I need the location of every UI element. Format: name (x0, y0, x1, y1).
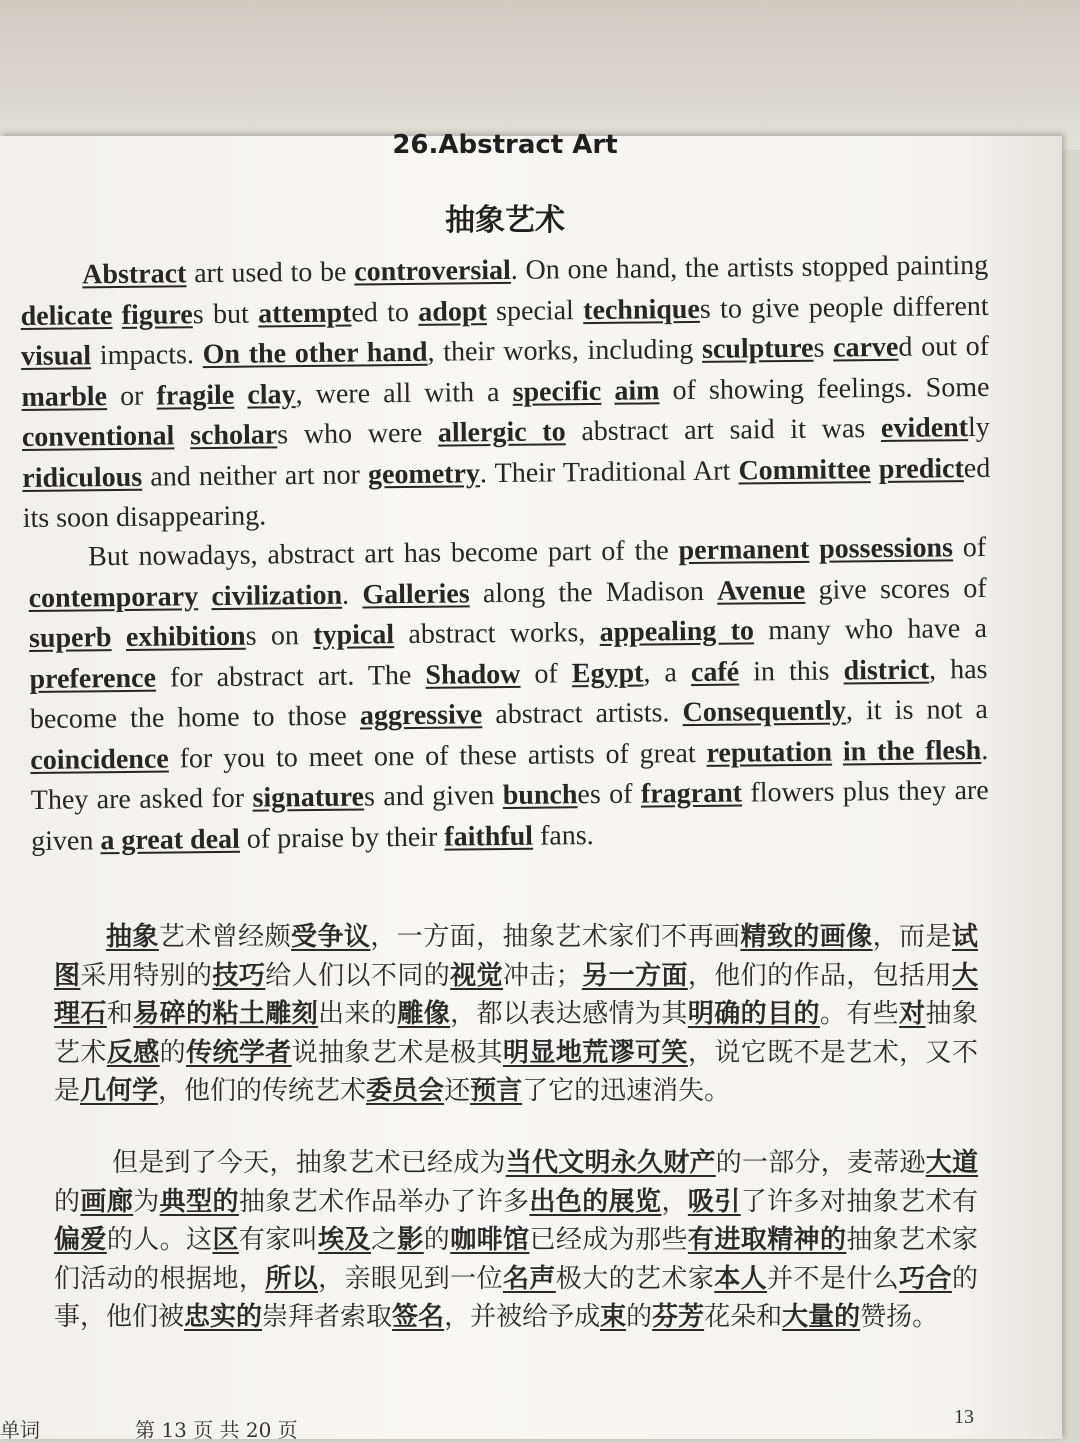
vocabulary-term: Egypt (571, 657, 644, 689)
vocabulary-term: a great deal (100, 823, 240, 856)
vocabulary-term: predict (878, 452, 964, 485)
vocabulary-term: bunch (502, 779, 578, 812)
text-segment: 的 (626, 1302, 653, 1332)
text-segment: , a (643, 656, 692, 689)
vocabulary-term: delicate (20, 299, 113, 332)
text-segment: ，而是 (872, 922, 952, 952)
vocabulary-term: visual (20, 340, 92, 372)
vocabulary-term: 典型的 (159, 1186, 239, 1217)
vocabulary-term: civilization (211, 579, 343, 612)
text-segment: impacts. (90, 339, 203, 372)
text-segment (234, 379, 247, 410)
vocabulary-term: 咖啡馆 (450, 1225, 530, 1255)
text-segment: 并不是什么 (767, 1263, 900, 1294)
text-segment: of showing feelings. Some (659, 371, 990, 406)
vocabulary-term: clay (247, 378, 296, 411)
text-segment: But nowadays, abstract art has become part of the (88, 535, 679, 573)
text-segment: of (520, 657, 572, 690)
vocabulary-term: figure (121, 298, 193, 331)
vocabulary-term: conventional (21, 420, 175, 453)
vocabulary-term: café (690, 656, 740, 688)
vocabulary-term: contemporary (28, 580, 199, 614)
text-segment (809, 534, 819, 565)
text-segment: for you to meet one of these artists of great (168, 737, 707, 775)
watermark (414, 1404, 664, 1428)
vocabulary-term: 对 (899, 999, 926, 1029)
text-segment: 抽象艺术 (54, 999, 978, 1068)
vocabulary-term: 易碎的粘土雕刻 (133, 999, 319, 1029)
text-segment: 的 (423, 1225, 451, 1255)
vocabulary-term: coincidence (30, 743, 169, 776)
vocabulary-term: specific (512, 375, 602, 408)
text-segment: 的 (159, 1037, 187, 1068)
text-segment: 说抽象艺术是极其 (291, 1037, 503, 1068)
vocabulary-term: 大量的 (782, 1302, 861, 1332)
text-segment (111, 622, 126, 653)
vocabulary-term: 雕像 (397, 999, 451, 1029)
text-segment: along the Madison (469, 575, 718, 609)
vocabulary-term: scholar (189, 419, 278, 452)
vocabulary-term: carve (832, 331, 899, 364)
text-segment: ，都以表达感情为其 (450, 999, 688, 1029)
text-segment: flowers plus they are given (31, 774, 989, 857)
text-segment: 的人。这 (106, 1225, 213, 1255)
vocabulary-term: fragrant (640, 777, 743, 810)
text-segment (832, 736, 843, 767)
vocabulary-term: 明确的目的 (687, 999, 820, 1029)
vocabulary-term: 芬芳 (652, 1302, 705, 1332)
vocabulary-term: exhibition (125, 620, 246, 653)
vocabulary-term: 受争议 (291, 922, 371, 952)
vocabulary-term: 名声 (502, 1263, 556, 1294)
text-segment: special (486, 294, 584, 327)
text-segment (174, 420, 190, 451)
vocabulary-term: signature (252, 781, 365, 814)
vocabulary-term: sculpture (701, 332, 814, 365)
text-segment: art used to be (186, 256, 355, 290)
text-segment: s on (245, 620, 314, 652)
text-segment: 花朵和 (704, 1302, 783, 1332)
vocabulary-term: 束 (600, 1302, 627, 1332)
text-segment: . (341, 579, 363, 611)
vocabulary-term: 抽象 (106, 922, 159, 952)
vocabulary-term: 委员会 (366, 1076, 445, 1106)
vocabulary-term: 巧合 (899, 1263, 952, 1294)
text-segment: . They are asked for (30, 734, 989, 816)
background-page (0, 0, 1080, 150)
text-segment: 为 (133, 1186, 160, 1217)
vocabulary-term: 埃及 (318, 1225, 371, 1255)
text-segment: ，他们的作品，包括用 (687, 960, 952, 991)
vocabulary-term: 所以 (265, 1263, 319, 1294)
vocabulary-term: 精致的画像 (740, 922, 873, 952)
vocabulary-term: allergic to (437, 416, 566, 449)
vocabulary-term: possessions (818, 532, 954, 565)
text-segment: 抽象艺术作品举办了许多 (238, 1186, 530, 1217)
text-segment: 艺术曾经颇 (158, 922, 292, 952)
text-segment: 的 (54, 1186, 81, 1217)
vocabulary-term: in the flesh (842, 734, 982, 767)
text-segment: ，说它既不是艺术，又不是 (54, 1037, 978, 1106)
footer-page-info: 第 13 页 共 20 页 (135, 1418, 298, 1442)
vocabulary-term: faithful (444, 820, 534, 853)
text-segment: d out of (898, 330, 990, 363)
vocabulary-term: 另一方面 (581, 960, 688, 991)
text-segment: s who were (277, 417, 439, 451)
text-segment: s (813, 332, 834, 364)
text-segment: 采用特别的 (80, 960, 213, 991)
vocabulary-term: superb (28, 622, 112, 654)
text-segment: of (952, 531, 987, 564)
vocabulary-term: 传统学者 (186, 1037, 292, 1068)
vocabulary-term: attempt (257, 297, 352, 330)
vocabulary-term: 出色的展览 (529, 1186, 662, 1217)
vocabulary-term: 区 (212, 1225, 239, 1255)
text-segment: ，一方面，抽象艺术家们不再画 (370, 922, 741, 952)
vocabulary-term: Avenue (716, 574, 806, 607)
english-paragraph-2 (28, 528, 989, 862)
vocabulary-term: preference (29, 662, 157, 695)
english-paragraph-1 (20, 246, 991, 540)
vocabulary-term: evident (880, 412, 969, 444)
vocabulary-term: 本人 (714, 1263, 768, 1294)
vocabulary-term: reputation (706, 736, 833, 769)
text-segment: 赞扬。 (860, 1302, 939, 1332)
vocabulary-term: typical (313, 619, 395, 652)
vocabulary-term: ridiculous (22, 461, 143, 494)
vocabulary-term: 签名 (392, 1302, 445, 1332)
text-segment: , it is not a (845, 693, 989, 727)
vocabulary-term: 试图 (54, 922, 978, 991)
text-segment: 了它的迅速消失。 (522, 1076, 731, 1106)
text-segment (601, 375, 614, 406)
vocabulary-term: geometry (367, 457, 481, 490)
text-segment: , has become the home to those (29, 653, 988, 735)
text-segment: give scores of (805, 572, 987, 606)
vocabulary-term: Abstract (82, 258, 187, 291)
text-segment: 有家叫 (238, 1225, 319, 1255)
text-segment: s but (192, 298, 259, 330)
text-segment: of praise by their (239, 821, 445, 855)
vocabulary-term: 有进取精神的 (687, 1225, 847, 1255)
vocabulary-term: 视觉 (450, 960, 503, 991)
vocabulary-term: 几何学 (80, 1076, 159, 1106)
text-segment: 极大的艺术家 (555, 1263, 715, 1294)
vocabulary-term: adopt (418, 295, 487, 328)
text-segment: . Their Traditional Art (479, 454, 739, 489)
vocabulary-term: 技巧 (212, 960, 266, 991)
text-segment: ，并被给予成 (444, 1302, 601, 1332)
text-segment: 还 (444, 1076, 471, 1106)
text-segment: ly (967, 411, 990, 444)
vocabulary-term: permanent (678, 533, 810, 567)
text-segment: 的事，他们被 (54, 1263, 978, 1332)
vocabulary-term: Committee (738, 453, 871, 486)
text-segment (870, 454, 879, 485)
vocabulary-term: 大理石 (54, 960, 978, 1029)
text-segment: many who have a (753, 612, 988, 647)
text-segment: ， (661, 1186, 688, 1217)
text-segment: 冲击； (502, 960, 582, 991)
vocabulary-term: marble (21, 380, 108, 413)
text-segment: 和 (106, 999, 134, 1029)
text-segment: 的一部分，麦蒂逊 (715, 1148, 926, 1178)
chinese-paragraph-2 (54, 1144, 978, 1337)
text-segment: abstract artists. (482, 697, 683, 731)
vocabulary-term: appealing to (599, 615, 755, 649)
text-segment: . On one hand, the artists stopped painting (510, 249, 989, 286)
vocabulary-term: 反感 (106, 1037, 160, 1068)
vocabulary-term: On the other hand (202, 336, 428, 371)
vocabulary-term: technique (582, 293, 701, 326)
text-segment: ed to (351, 296, 419, 329)
text-segment: ，他们的传统艺术 (158, 1076, 367, 1106)
text-segment: for abstract art. The (155, 659, 426, 694)
vocabulary-term: 吸引 (687, 1186, 741, 1217)
text-segment: 了许多对抽象艺术有 (740, 1186, 978, 1217)
vocabulary-term: 预言 (470, 1076, 523, 1106)
text-segment: , their works, including (427, 333, 703, 368)
title-chinese: 抽象艺术 (445, 203, 565, 238)
text-segment: 出来的 (318, 999, 398, 1029)
chinese-paragraph-1 (54, 918, 978, 1111)
vocabulary-term: district (843, 654, 930, 686)
text-segment: abstract works, (393, 617, 600, 651)
vocabulary-term: controversial (354, 254, 511, 288)
text-segment: 之 (370, 1225, 398, 1255)
vocabulary-term: aggressive (359, 699, 483, 732)
text-segment: and neither art nor (141, 458, 369, 493)
footer-left-label: 单词 (0, 1418, 40, 1442)
text-segment: es of (577, 778, 642, 811)
text-segment: ed its soon disappearing. (22, 452, 991, 534)
text-segment: 崇拜者索取 (262, 1302, 393, 1332)
text-segment (112, 299, 122, 330)
page-number: 13 (954, 1406, 974, 1428)
vocabulary-term: 大道 (925, 1148, 978, 1178)
text-segment: in this (738, 654, 844, 688)
text-segment: 已经成为那些 (529, 1225, 688, 1255)
vocabulary-term: Consequently (682, 695, 847, 729)
text-segment: or (106, 380, 157, 412)
vocabulary-term: Galleries (362, 577, 470, 611)
text-segment: abstract art said it was (565, 412, 882, 448)
text-segment: ，亲眼见到一位 (318, 1263, 503, 1294)
text-segment: 给人们以不同的 (265, 960, 451, 991)
text-segment: 。有些 (819, 999, 900, 1029)
text-segment: , were all with a (295, 376, 513, 410)
vocabulary-term: fragile (156, 379, 235, 412)
vocabulary-term: 当代文明永久财产 (505, 1148, 716, 1178)
vocabulary-term: 忠实的 (184, 1302, 263, 1332)
text-segment: s to give people different (699, 290, 989, 325)
text-segment (198, 581, 212, 612)
vocabulary-term: aim (614, 374, 660, 407)
text-segment: fans. (532, 819, 594, 852)
vocabulary-term: Shadow (425, 658, 521, 691)
text-segment: s and given (363, 780, 503, 813)
vocabulary-term: 影 (397, 1225, 424, 1255)
title-english: 26.Abstract Art (392, 130, 618, 160)
text-segment: 但是到了今天，抽象艺术已经成为 (112, 1148, 506, 1178)
text-segment: 抽象艺术家们活动的根据地， (54, 1225, 978, 1294)
vocabulary-term: 画廊 (80, 1186, 134, 1217)
vocabulary-term: 明显地荒谬可笑 (503, 1037, 688, 1068)
vocabulary-term: 偏爱 (54, 1225, 107, 1255)
